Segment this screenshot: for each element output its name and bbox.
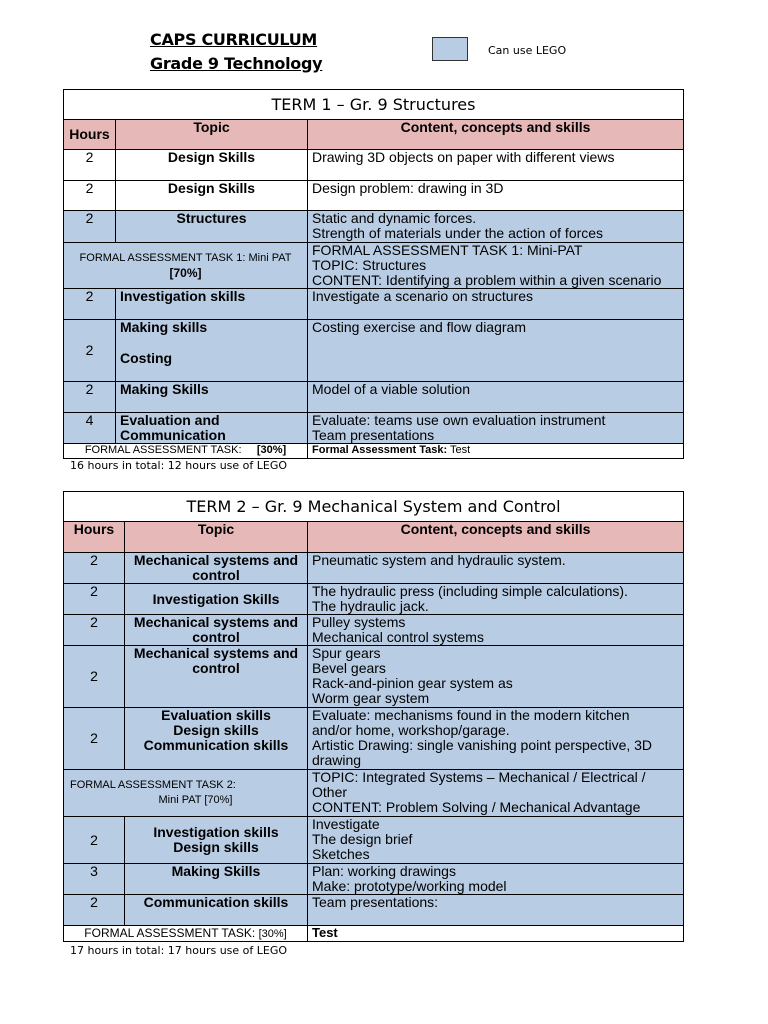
formal-assessment-row	[64, 243, 684, 289]
row-hours: 2	[64, 646, 125, 708]
term1-col-content: Content, concepts and skills	[308, 120, 684, 150]
row-topic: Communication skills	[125, 895, 308, 926]
row-topic: Investigation Skills	[125, 584, 308, 615]
legend-lego-swatch	[432, 37, 468, 61]
term2-col-topic: Topic	[125, 522, 308, 553]
row-content	[308, 817, 684, 864]
content-line: Bevel gears	[312, 660, 386, 676]
title-caps-curriculum: CAPS CURRICULUM	[150, 30, 318, 49]
row-content: Drawing 3D objects on paper with different views	[308, 150, 684, 181]
row-hours: 2	[64, 181, 116, 211]
row-topic: Making Skills	[116, 382, 308, 413]
row-content	[308, 708, 684, 770]
table-row	[64, 584, 684, 615]
table-row	[64, 646, 684, 708]
topic-line: Design skills	[173, 722, 259, 738]
content-line: Evaluate: teams use own evaluation instrument	[312, 412, 606, 428]
table-row	[64, 817, 684, 864]
table-row	[64, 864, 684, 895]
row-hours: 2	[64, 150, 116, 181]
row-hours: 2	[64, 895, 125, 926]
topic-line: Mechanical systems and	[133, 645, 299, 661]
title-grade-technology: Grade 9 Technology	[150, 54, 323, 73]
final-weight: [30%]	[256, 444, 287, 456]
topic-line: Communication	[120, 427, 226, 443]
table-row	[64, 615, 684, 646]
content-line: Sketches	[312, 846, 370, 862]
content-line: Make: prototype/working model	[312, 878, 507, 894]
row-content: Costing exercise and flow diagram	[308, 320, 684, 382]
term1-col-topic: Topic	[116, 120, 308, 150]
term2-col-content: Content, concepts and skills	[308, 522, 684, 553]
content-line: CONTENT: Identifying a problem within a given scenario	[312, 272, 662, 288]
row-content: Pneumatic system and hydraulic system.	[308, 553, 684, 584]
topic-line: Communication skills	[143, 737, 289, 753]
content-line: Pulley systems	[312, 614, 406, 630]
term1-col-hours: Hours	[64, 120, 116, 150]
table-row	[64, 553, 684, 584]
table-row	[64, 895, 684, 926]
content-line: drawing	[312, 752, 362, 768]
fa-label-text: FORMAL ASSESSMENT TASK 2:	[70, 779, 236, 791]
topic-line: Investigation skills	[153, 824, 279, 840]
row-hours: 2	[64, 817, 125, 864]
content-line: The hydraulic press (including simple calculations).	[312, 583, 628, 599]
term1-table	[63, 89, 684, 459]
table-row	[64, 181, 684, 211]
content-line: TOPIC: Integrated Systems – Mechanical / Electrical /	[312, 769, 646, 785]
content-line: Plan: working drawings	[312, 863, 456, 879]
row-content	[308, 864, 684, 895]
topic-line: Design skills	[173, 839, 259, 855]
content-line: Other	[312, 784, 348, 800]
content-line: Strength of materials under the action of forces	[312, 225, 604, 241]
table-row	[64, 211, 684, 243]
final-label-text: FORMAL ASSESSMENT TASK:	[84, 444, 242, 456]
row-content	[308, 615, 684, 646]
row-content	[308, 211, 684, 243]
topic-line: control	[192, 660, 240, 676]
content-line: Rack-and-pinion gear system as	[312, 675, 513, 691]
term2-col-hours: Hours	[64, 522, 125, 553]
content-line: The design brief	[312, 831, 413, 847]
final-assessment-content: Test	[308, 926, 684, 942]
row-topic: Making Skills	[125, 864, 308, 895]
row-topic	[125, 646, 308, 708]
row-hours: 2	[64, 211, 116, 243]
topic-line: Making skills	[120, 319, 208, 335]
row-content: Design problem: drawing in 3D	[308, 181, 684, 211]
topic-line: control	[192, 567, 240, 583]
term2-total-hours: 17 hours in total: 17 hours use of LEGO	[70, 944, 288, 957]
content-line: Worm gear system	[312, 690, 430, 706]
row-topic	[116, 320, 308, 382]
row-hours: 2	[64, 615, 125, 646]
term1-total-hours: 16 hours in total: 12 hours use of LEGO	[70, 459, 288, 472]
row-topic	[125, 708, 308, 770]
term1-heading: TERM 1 – Gr. 9 Structures	[64, 90, 684, 120]
row-hours: 2	[64, 584, 125, 615]
row-topic	[125, 553, 308, 584]
row-topic: Structures	[116, 211, 308, 243]
topic-line: Mechanical systems and	[133, 552, 299, 568]
row-hours: 3	[64, 864, 125, 895]
final-content-label: Formal Assessment Task:	[312, 444, 448, 456]
table-row	[64, 320, 684, 382]
legend-lego-label: Can use LEGO	[488, 44, 567, 57]
row-content	[308, 243, 684, 289]
content-line: and/or home, workshop/garage.	[312, 722, 510, 738]
table-row	[64, 413, 684, 444]
row-topic: Investigation skills	[116, 289, 308, 320]
final-assessment-content	[308, 444, 684, 459]
final-weight: [30%]	[258, 928, 287, 940]
term2-heading: TERM 2 – Gr. 9 Mechanical System and Control	[64, 492, 684, 522]
content-line: The hydraulic jack.	[312, 598, 429, 614]
row-topic: Design Skills	[116, 181, 308, 211]
row-content	[308, 646, 684, 708]
final-content-value: Test	[447, 444, 471, 456]
content-line: Investigate	[312, 816, 380, 832]
fa-weight: [70%]	[169, 265, 202, 280]
final-assessment-row	[64, 444, 684, 459]
row-content	[308, 413, 684, 444]
row-hours: 2	[64, 708, 125, 770]
fa-label-text: FORMAL ASSESSMENT TASK 1: Mini PAT	[79, 251, 292, 264]
row-content: Investigate a scenario on structures	[308, 289, 684, 320]
document-title	[150, 28, 323, 76]
fa-weight: Mini PAT [70%]	[158, 794, 233, 806]
term2-table	[63, 491, 684, 942]
row-topic	[116, 413, 308, 444]
content-line: Evaluate: mechanisms found in the modern kitchen	[312, 707, 630, 723]
row-content	[308, 584, 684, 615]
content-line: FORMAL ASSESSMENT TASK 1: Mini-PAT	[312, 242, 583, 258]
final-assessment-row	[64, 926, 684, 942]
row-content: Model of a viable solution	[308, 382, 684, 413]
table-row	[64, 289, 684, 320]
content-line: Team presentations	[312, 427, 435, 443]
table-row	[64, 708, 684, 770]
table-row	[64, 382, 684, 413]
row-hours: 2	[64, 553, 125, 584]
formal-assessment-row	[64, 770, 684, 817]
table-row	[64, 150, 684, 181]
topic-line: Costing	[120, 350, 173, 366]
row-hours: 2	[64, 320, 116, 382]
formal-assessment-label	[64, 770, 308, 817]
topic-line: Evaluation and	[120, 412, 220, 428]
row-hours: 2	[64, 382, 116, 413]
formal-assessment-label	[64, 243, 308, 289]
content-line: Artistic Drawing: single vanishing point perspective, 3D	[312, 737, 653, 753]
final-label-text: FORMAL ASSESSMENT TASK:	[84, 926, 256, 940]
topic-line: Mechanical systems and	[133, 614, 299, 630]
row-hours: 2	[64, 289, 116, 320]
content-line: Static and dynamic forces.	[312, 210, 477, 226]
row-hours: 4	[64, 413, 116, 444]
content-line: Mechanical control systems	[312, 629, 484, 645]
content-line: CONTENT: Problem Solving / Mechanical Advantage	[312, 799, 641, 815]
row-content: Team presentations:	[308, 895, 684, 926]
row-topic	[125, 615, 308, 646]
content-line: TOPIC: Structures	[312, 257, 427, 273]
final-assessment-label	[64, 444, 308, 459]
final-assessment-label	[64, 926, 308, 942]
topic-line: Evaluation skills	[161, 707, 271, 723]
row-topic	[125, 817, 308, 864]
row-content	[308, 770, 684, 817]
content-line: Spur gears	[312, 645, 381, 661]
row-topic: Design Skills	[116, 150, 308, 181]
topic-line: control	[192, 629, 240, 645]
